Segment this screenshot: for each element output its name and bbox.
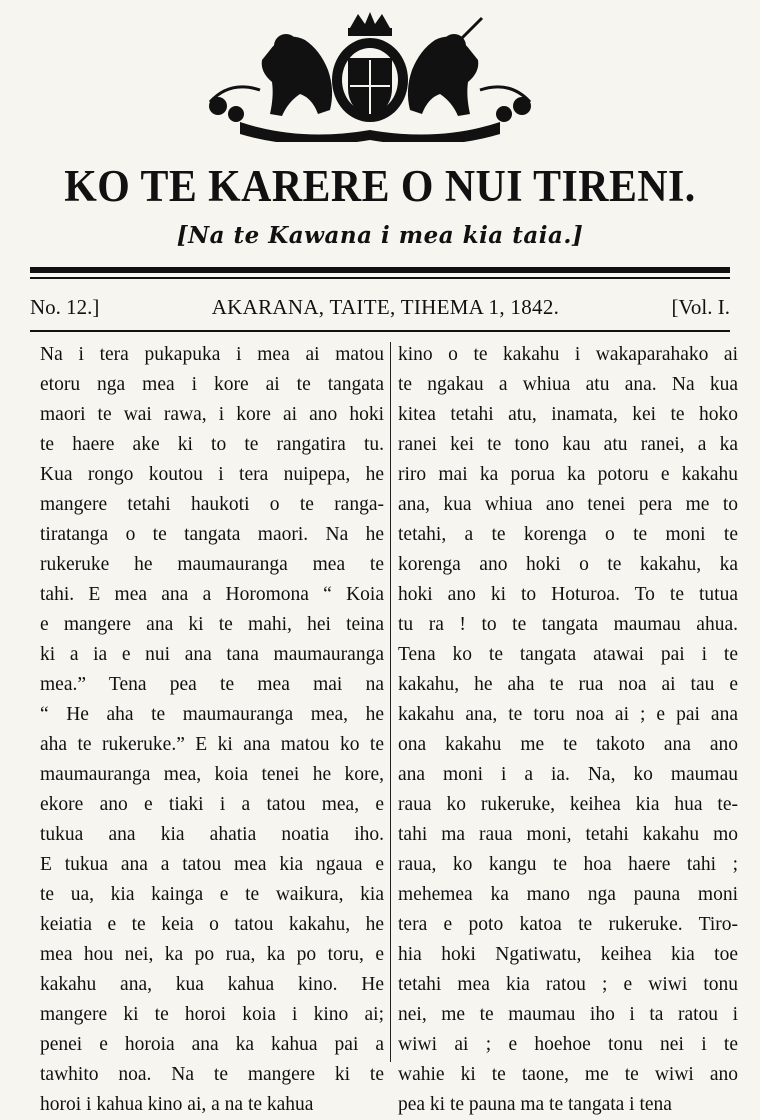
text-line: mea.” Tena pea te mea mai na (40, 674, 384, 695)
text-line: ana, kua whiua ano tenei pera me to (398, 494, 738, 515)
newspaper-title: KO TE KARERE O NUI TIRENI. (64, 161, 696, 211)
text-line: ranei kei te tono kau atu ranei, a ka (398, 434, 738, 455)
text-line: hia hoki Ngatiwatu, keihea kia toe (398, 944, 738, 965)
text-line: maumauranga mea, koia tenei he kore, (40, 764, 384, 785)
text-line: etoru nga mea i kore ai te tangata (40, 374, 384, 395)
article-column-left (40, 340, 384, 1120)
text-line: hoki ano ki to Hoturoa. To te tutua (398, 584, 738, 605)
text-line: keiatia e te keia o tatou kakahu, he (40, 914, 384, 935)
text-line: tahi ma raua moni, tetahi kakahu mo (398, 824, 738, 845)
text-line: kakahu ana, te toru noa ai ; e pai ana (398, 704, 738, 725)
dateline (30, 290, 730, 324)
text-line: tera e poto katoa te rukeruke. Tiro- (398, 914, 738, 935)
text-line: ekore ano e tiaki i a tatou mea, e (40, 794, 384, 815)
text-line: aha te rukeruke.” E ki ana matou ko te (40, 734, 384, 755)
text-line: mangere ki te horoi koia i kino ai; (40, 1004, 384, 1025)
issue-place-date: AKARANA, TAITE, TIHEMA 1, 1842. (211, 294, 560, 319)
text-line: raua, ko kangu te hoa haere tahi ; (398, 854, 738, 875)
text-line: tukua ana kia ahatia noatia iho. (40, 824, 384, 845)
text-line: maori te wai rawa, i kore ai ano hoki (40, 404, 384, 425)
text-line: Tena ko te tangata atawai pai i te (398, 644, 738, 665)
dateline-rule (30, 330, 730, 332)
text-line: ana moni i a ia. Na, ko maumau (398, 764, 738, 785)
newspaper-subtitle: [Na te Kawana i mea kia taia.] (176, 222, 584, 249)
text-line: te ua, kia kainga e te waikura, kia (40, 884, 384, 905)
text-line: kino o te kakahu i wakaparahako ai (398, 344, 738, 365)
text-line: mehemea ka mano nga pauna moni (398, 884, 738, 905)
text-line: tahi. E mea ana a Horomona “ Koia (40, 584, 384, 605)
text-line: Kua rongo koutou i tera nuipepa, he (40, 464, 384, 485)
text-line: E tukua ana a tatou mea kia ngaua e (40, 854, 384, 875)
masthead-rule-thick (30, 267, 730, 273)
article-column-right (398, 340, 738, 1120)
text-line: kakahu ana, kua kahua kino. He (40, 974, 384, 995)
text-line: korenga ano hoki o te kakahu, ka (398, 554, 738, 575)
volume-number: [Vol. I. (671, 294, 730, 319)
text-line: te haere ake ki to te rangatira tu. (40, 434, 384, 455)
royal-coat-of-arms-icon (200, 10, 540, 142)
text-line: e mangere ana ki te mahi, hei teina (40, 614, 384, 635)
text-line: tetahi mea kia ratou ; e wiwi tonu (398, 974, 738, 995)
text-line: kitea tetahi atu, inamata, kei te hoko (398, 404, 738, 425)
text-line: penei e horoia ana ka kahua pai a (40, 1034, 384, 1055)
text-line: rukeruke he maumauranga mea te (40, 554, 384, 575)
text-line: Na i tera pukapuka i mea ai matou (40, 344, 384, 365)
masthead-rule-thin (30, 277, 730, 279)
text-line: “ He aha te maumauranga mea, he (40, 704, 384, 725)
text-line: wahie ki te taone, me te wiwi ano (398, 1064, 738, 1085)
text-line: tu ra ! to te tangata maumau ahua. (398, 614, 738, 635)
text-line: raua ko rukeruke, keihea kia hua te- (398, 794, 738, 815)
issue-number: No. 12.] (30, 294, 100, 319)
column-divider (390, 342, 391, 1062)
text-line: wiwi ai ; e hoehoe tonu nei i te (398, 1034, 738, 1055)
text-line: pea ki te pauna ma te tangata i tena (398, 1094, 672, 1115)
text-line: ki a ia e nui ana tana maumauranga (40, 644, 384, 665)
text-line: horoi i kahua kino ai, a na te kahua (40, 1094, 314, 1115)
text-line: riro mai ka porua ka potoru e kakahu (398, 464, 738, 485)
text-line: tawhito noa. Na te mangere ki te (40, 1064, 384, 1085)
text-line: ona kakahu me te takoto ana ano (398, 734, 738, 755)
text-line: kakahu, he aha te rua noa ai tau e (398, 674, 738, 695)
text-line: te ngakau a whiua atu ana. Na kua (398, 374, 738, 395)
text-line: tiratanga o te tangata maori. Na he (40, 524, 384, 545)
text-line: mea hou nei, ka po rua, ka po toru, e (40, 944, 384, 965)
text-line: tetahi, a te korenga o te moni te (398, 524, 738, 545)
text-line: nei, me te maumau iho i ta ratou i (398, 1004, 738, 1025)
text-line: mangere tetahi haukoti o te ranga- (40, 494, 384, 515)
